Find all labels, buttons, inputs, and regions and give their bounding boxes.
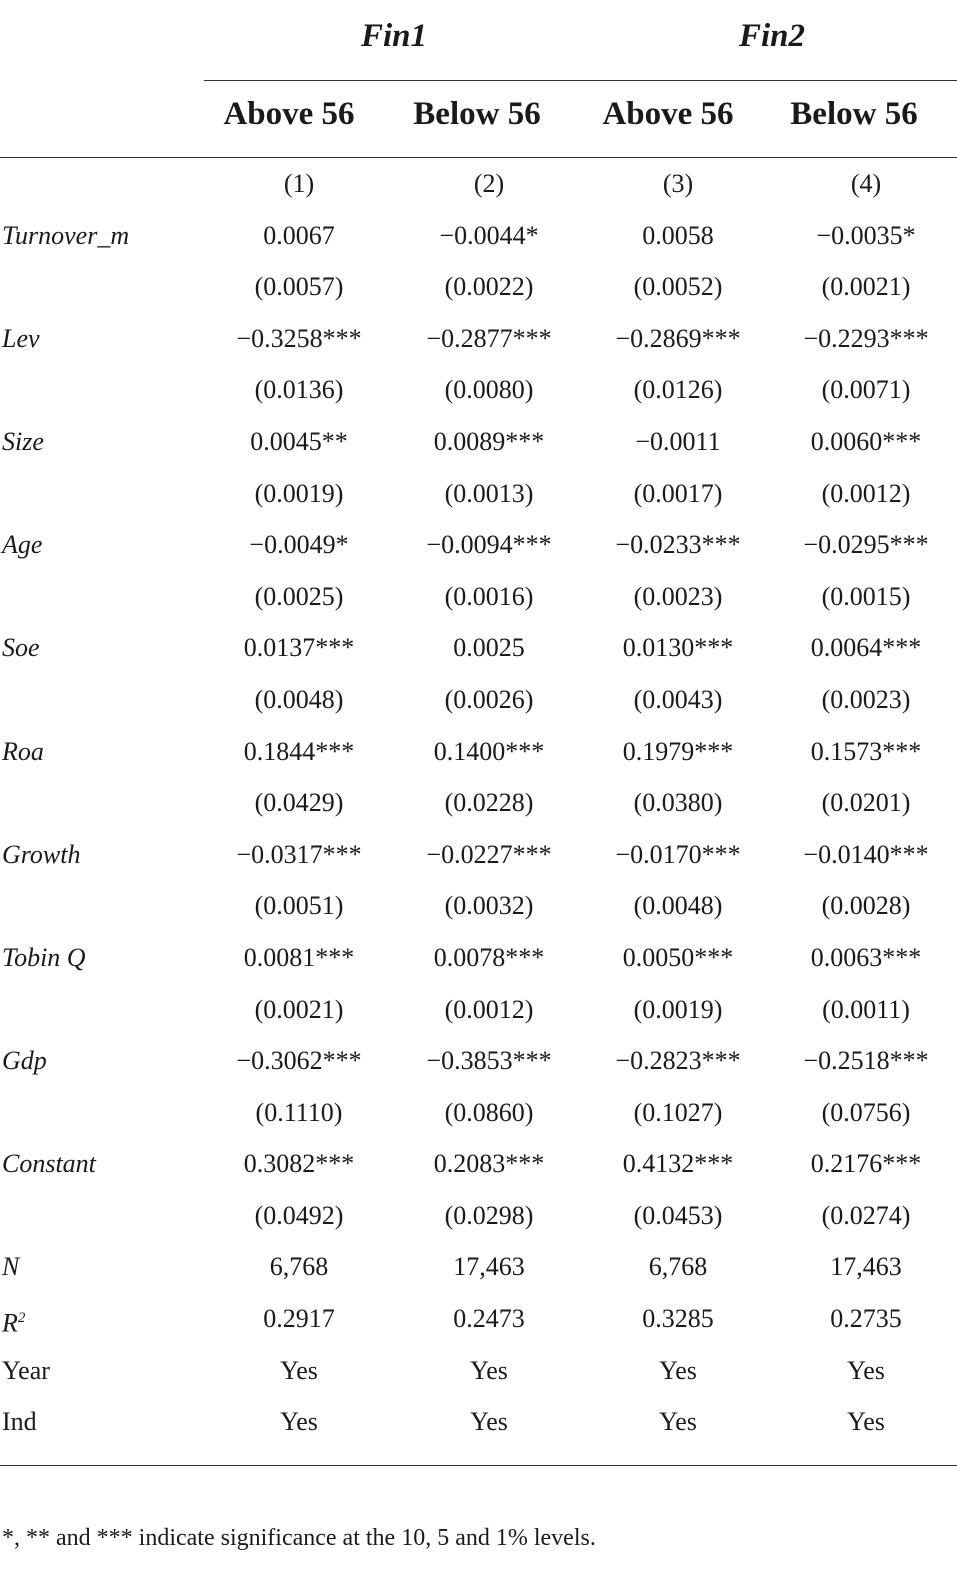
table-cell: 0.2176***	[810, 1149, 922, 1179]
table-cell: (0.0048)	[254, 684, 344, 714]
table-cell: −0.0140***	[803, 839, 929, 869]
table-cell: (0.0860)	[444, 1097, 534, 1127]
row-label	[2, 313, 40, 365]
table-row	[0, 261, 957, 313]
row-label	[2, 1035, 47, 1087]
table-cell: (0.0453)	[633, 1200, 723, 1230]
col-number-4: (4)	[850, 169, 882, 198]
table-cell: (0.1110)	[255, 1097, 343, 1127]
row-label	[2, 1138, 96, 1190]
row-label	[2, 519, 42, 571]
table-row	[0, 1293, 957, 1345]
table-cell: 0.0063***	[810, 942, 922, 972]
table-cell: 0.0081***	[243, 942, 355, 972]
table-cell: 17,463	[453, 1252, 525, 1282]
group-divider	[204, 80, 957, 81]
table-cell: (0.0380)	[633, 788, 723, 818]
table-cell: 0.3285	[642, 1304, 714, 1334]
table-cell: 0.0137***	[243, 633, 355, 663]
table-row	[0, 468, 957, 520]
table-cell: (0.1027)	[633, 1097, 723, 1127]
table-cell: (0.0057)	[254, 272, 344, 302]
table-row	[0, 519, 957, 571]
table-cell: −0.0295***	[803, 530, 929, 560]
table-row	[0, 880, 957, 932]
row-label	[2, 1396, 37, 1448]
table-row	[0, 726, 957, 778]
table-cell: (0.0126)	[633, 375, 723, 405]
bottom-divider	[0, 1465, 957, 1466]
table-cell: 0.1979***	[622, 736, 734, 766]
table-cell: 0.0130***	[622, 633, 734, 663]
table-cell: (0.0756)	[821, 1097, 911, 1127]
table-cell: −0.3258***	[236, 323, 362, 353]
table-row	[0, 1035, 957, 1087]
row-label-text: Size	[2, 426, 44, 456]
table-cell: −0.2518***	[803, 1046, 929, 1076]
table-row	[0, 932, 957, 984]
table-body	[0, 158, 957, 1448]
row-label-text: N	[2, 1252, 20, 1282]
table-row	[0, 622, 957, 674]
row-label	[2, 622, 40, 674]
table-cell: 0.2473	[453, 1304, 525, 1334]
table-cell: (0.0052)	[633, 272, 723, 302]
row-label-text: Lev	[2, 323, 40, 353]
row-label-text: Roa	[2, 736, 44, 766]
row-label-text: Constant	[2, 1149, 96, 1179]
table-cell: 0.0064***	[810, 633, 922, 663]
row-label-text: Ind	[2, 1407, 37, 1437]
table-cell: (0.0228)	[444, 788, 534, 818]
table-cell: (0.0043)	[633, 684, 723, 714]
table-cell: (0.0025)	[254, 581, 344, 611]
table-cell: (0.0021)	[821, 272, 911, 302]
table-cell: (0.0201)	[821, 788, 911, 818]
table-row	[0, 674, 957, 726]
group-header-fin1: Fin1	[360, 18, 428, 54]
table-cell: 0.0067	[263, 220, 335, 250]
group-header-fin2: Fin2	[738, 18, 806, 54]
table-cell: −0.0044*	[439, 220, 539, 250]
table-row	[0, 1087, 957, 1139]
table-cell: −0.0094***	[426, 530, 552, 560]
table-cell: −0.2823***	[615, 1046, 741, 1076]
table-row	[0, 777, 957, 829]
table-cell: 0.0089***	[433, 426, 545, 456]
table-cell: 0.0050***	[622, 942, 734, 972]
col-number-2: (2)	[473, 169, 505, 198]
table-cell: −0.0317***	[236, 839, 362, 869]
table-cell: 6,768	[648, 1252, 708, 1282]
table-row	[0, 1345, 957, 1397]
table-cell: Yes	[280, 1355, 318, 1385]
row-label-text: Turnover_m	[2, 220, 130, 250]
row-label	[2, 726, 44, 778]
table-cell: (0.0051)	[254, 891, 344, 921]
table-cell: 0.1400***	[433, 736, 545, 766]
table-cell: 0.2917	[263, 1304, 335, 1334]
table-cell: (0.0023)	[633, 581, 723, 611]
table-cell: (0.0016)	[444, 581, 534, 611]
subheader-col3: Above 56	[602, 96, 734, 132]
row-label-text: Year	[2, 1355, 50, 1385]
row-label-text: R	[2, 1308, 18, 1338]
table-cell: (0.0429)	[254, 788, 344, 818]
table-row	[0, 571, 957, 623]
table-cell: 0.3082***	[243, 1149, 355, 1179]
table-row	[0, 1138, 957, 1190]
table-row	[0, 1241, 957, 1293]
row-label	[2, 932, 86, 984]
subheader-col2: Below 56	[413, 96, 541, 132]
column-number-row	[0, 158, 957, 210]
table-cell: Yes	[847, 1355, 885, 1385]
table-cell: −0.2293***	[803, 323, 929, 353]
table-cell: Yes	[280, 1407, 318, 1437]
table-cell: Yes	[470, 1407, 508, 1437]
table-row	[0, 984, 957, 1036]
row-label	[2, 1241, 19, 1293]
col-number-1: (1)	[283, 169, 315, 198]
table-cell: (0.0012)	[444, 994, 534, 1024]
table-cell: Yes	[659, 1407, 697, 1437]
table-row	[0, 1190, 957, 1242]
table-cell: Yes	[847, 1407, 885, 1437]
table-cell: 6,768	[269, 1252, 329, 1282]
table-row	[0, 364, 957, 416]
table-cell: 0.1573***	[810, 736, 922, 766]
table-row	[0, 416, 957, 468]
table-cell: −0.3062***	[236, 1046, 362, 1076]
table-cell: 0.0058	[642, 220, 714, 250]
table-footnote: *, ** and *** indicate significance at the 10, 5 and 1% levels.	[2, 1525, 596, 1551]
table-cell: (0.0136)	[254, 375, 344, 405]
table-row	[0, 829, 957, 881]
row-label-text: Gdp	[2, 1046, 47, 1076]
table-cell: −0.2877***	[426, 323, 552, 353]
table-cell: (0.0274)	[821, 1200, 911, 1230]
table-cell: 0.0060***	[810, 426, 922, 456]
group-header-row	[0, 0, 957, 80]
table-cell: (0.0032)	[444, 891, 534, 921]
col-number-3: (3)	[662, 169, 694, 198]
table-cell: (0.0080)	[444, 375, 534, 405]
table-cell: 0.2735	[830, 1304, 902, 1334]
table-cell: Yes	[659, 1355, 697, 1385]
table-cell: 17,463	[830, 1252, 902, 1282]
table-cell: Yes	[470, 1355, 508, 1385]
table-cell: −0.3853***	[426, 1046, 552, 1076]
row-label	[2, 416, 44, 468]
subheader-col1: Above 56	[223, 96, 355, 132]
table-cell: 0.0078***	[433, 942, 545, 972]
table-cell: −0.0233***	[615, 530, 741, 560]
table-cell: (0.0012)	[821, 478, 911, 508]
table-cell: −0.0227***	[426, 839, 552, 869]
table-cell: (0.0048)	[633, 891, 723, 921]
table-cell: −0.0049*	[249, 530, 349, 560]
table-cell: −0.0011	[635, 426, 721, 456]
row-label	[2, 1293, 25, 1345]
row-label-superscript: 2	[17, 1310, 26, 1327]
table-cell: 0.0045**	[250, 426, 348, 456]
table-cell: 0.0025	[453, 633, 525, 663]
table-cell: (0.0021)	[254, 994, 344, 1024]
table-cell: (0.0026)	[444, 684, 534, 714]
table-cell: (0.0015)	[821, 581, 911, 611]
table-cell: 0.4132***	[622, 1149, 734, 1179]
table-cell: (0.0028)	[821, 891, 911, 921]
table-cell: (0.0019)	[633, 994, 723, 1024]
table-cell: (0.0071)	[821, 375, 911, 405]
table-row	[0, 1396, 957, 1448]
row-label-text: Age	[2, 530, 43, 560]
row-label	[2, 210, 129, 262]
table-row	[0, 210, 957, 262]
table-cell: (0.0492)	[254, 1200, 344, 1230]
row-label	[2, 1345, 50, 1397]
row-label-text: Growth	[2, 839, 81, 869]
table-cell: (0.0022)	[444, 272, 534, 302]
table-cell: (0.0023)	[821, 684, 911, 714]
table-cell: 0.1844***	[243, 736, 355, 766]
table-cell: (0.0017)	[633, 478, 723, 508]
row-label-text: Soe	[2, 633, 40, 663]
table-cell: −0.2869***	[615, 323, 741, 353]
table-cell: −0.0170***	[615, 839, 741, 869]
table-cell: (0.0019)	[254, 478, 344, 508]
table-row	[0, 313, 957, 365]
table-cell: 0.2083***	[433, 1149, 545, 1179]
table-cell: (0.0013)	[444, 478, 534, 508]
table-cell: (0.0011)	[822, 994, 910, 1024]
row-label	[2, 829, 81, 881]
row-label-text: Tobin Q	[2, 942, 86, 972]
table-cell: (0.0298)	[444, 1200, 534, 1230]
table-cell: −0.0035*	[816, 220, 916, 250]
subheader-col4: Below 56	[790, 96, 918, 132]
